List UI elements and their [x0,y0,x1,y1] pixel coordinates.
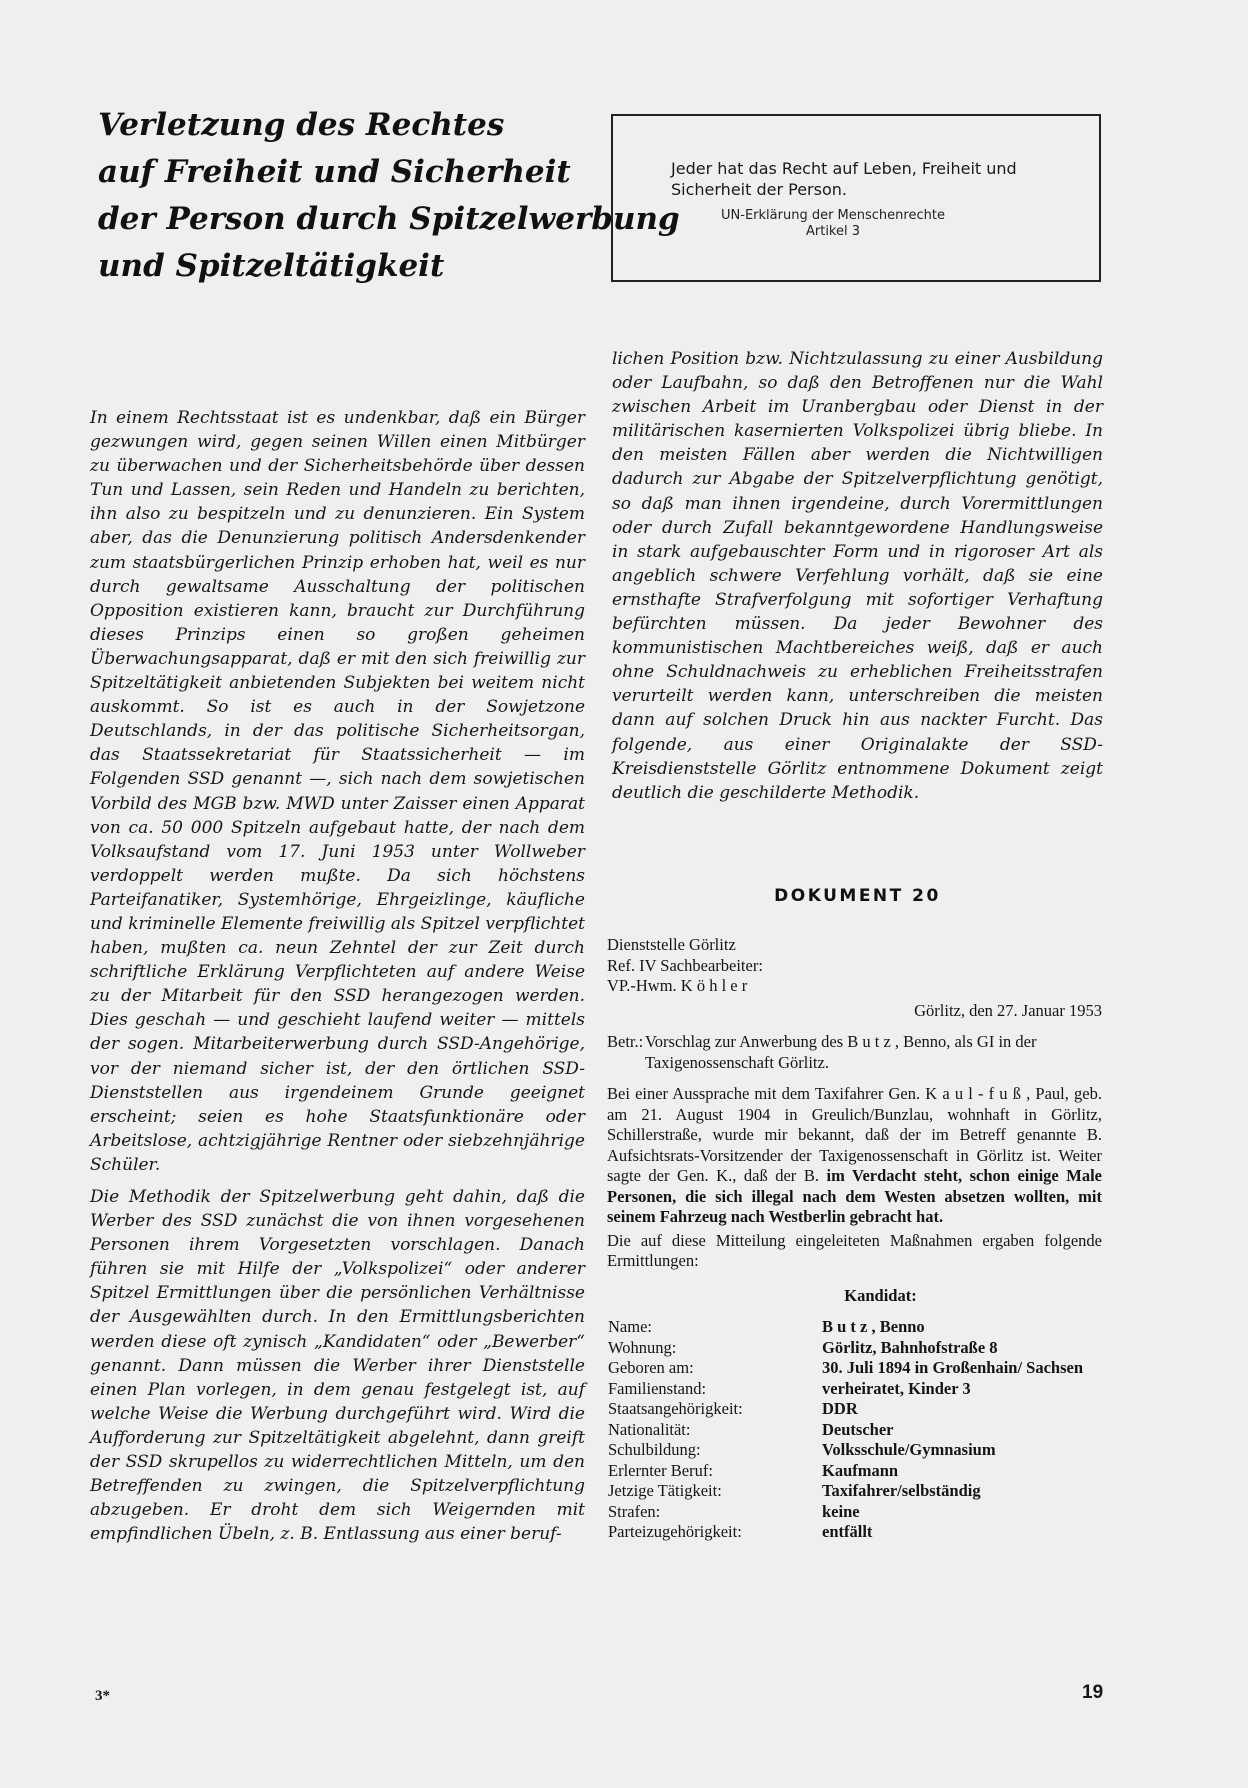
memo-subject-label: Betr.: [607,1032,644,1051]
field-value: 30. Juli 1894 in Großenhain/ Sachsen [822,1358,1084,1377]
table-row [607,1481,1087,1502]
epigraph-box [611,114,1101,282]
field-value: Taxifahrer/selbständig [822,1481,981,1500]
epigraph-source-line: UN-Erklärung der Menschenrechte [721,208,945,223]
field-label: Name: [608,1317,652,1336]
memo-document [607,935,1102,1543]
memo-subject [607,1032,1102,1073]
field-value: entfällt [822,1522,873,1541]
title-line: auf Freiheit und Sicherheit [98,154,571,190]
epigraph-text: Jeder hat das Recht auf Leben, Freiheit und Sicherheit der Person. [671,159,1017,199]
body-paragraph: In einem Rechtsstaat ist es undenkbar, daß ein Bürger gezwungen wird, gegen seinen Willen einen Mitbürger zu überwachen und der Sicherheitsbehörde über dessen Tun und Lassen, sein Reden und Handeln zu berichten, ihn also zu bespitzeln und zu denunzieren. Ein System aber, das die Denunzierung politisch Andersdenkender zum staatsbürgerlichen Prinzip erhoben hat, weil es nur durch gewaltsame Ausschaltung der politischen Opposition existieren kann, braucht zur Durchführung dieses Prinzips einen so großen geheimen Überwachungsapparat, daß er mit den sich freiwillig zur Spitzeltätigkeit anbietenden Subjekten bei weitem nicht auskommt. So ist es auch in der Sowjetzone Deutschlands, in der das politische Sicherheitsorgan, das Staatssekretariat für Staatssicherheit — im Folgenden SSD genannt —, sich nach dem sowjetischen Vorbild des MGB bzw. MWD unter Zaisser einen Apparat von ca. 50 000 Spitzeln aufgebaut hatte, der nach dem Volksaufstand vom 17. Juni 1953 unter Wollweber verdoppelt werden mußte. Da sich höchstens Parteifanatiker, Systemhörige, Ehrgeizlinge, käufliche und kriminelle Elemente freiwillig als Spitzel verpflichtet haben, mußten ca. neun Zehntel der zur Zeit durch schriftliche Erklärung Verpflichteten auf andere Weise zu der Mitarbeit für den SSD herangezogen werden. Dies geschah — und geschieht laufend weiter — mittels der sogen. Mitarbeiterwerbung durch SSD-Angehörige, vor der niemand sicher ist, der den örtlichen SSD-Dienststellen aus irgendeinem Grunde geeignet erscheint; seien es hohe Staatsfunktionäre oder Arbeitslose, achtzigjährige Rentner oder siebzehnjährige Schüler. [90,408,585,1175]
table-row [607,1358,1087,1379]
field-label: Parteizugehörigkeit: [608,1522,742,1541]
field-label: Staatsangehörigkeit: [608,1399,743,1418]
field-label: Schulbildung: [608,1440,701,1459]
field-label: Geboren am: [608,1358,694,1377]
field-label: Nationalität: [608,1419,691,1439]
table-row [607,1338,1087,1359]
memo-subject-text: Vorschlag zur Anwerbung des B u t z , Benno, als GI in der Taxigenossenschaft Görlitz. [645,1032,1037,1072]
field-value: keine [822,1501,860,1521]
field-value: verheiratet, Kinder 3 [822,1378,971,1398]
field-value: Volksschule/Gymnasium [822,1440,996,1459]
memo-paragraph-text: Bei einer Aussprache mit dem Taxifahrer Gen. K a u l - f u ß , Paul, geb. am 21. August 1904 in Greulich/Bunzlau, wohnhaft in Görlitz, Schillerstraße, wurde mir bekannt, daß der im Betreff genannte B. Aufsichtsrats-Vorsitzender der Taxigenossenschaft in Görlitz ist. Weiter sagte der Gen. K., daß der B. [607,1084,1102,1185]
field-label: Familienstand: [608,1378,707,1398]
memo-header-line: Ref. IV Sachbearbeiter: [607,955,763,975]
title-line: Verletzung des Rechtes [98,107,505,143]
title-line: und Spitzeltätigkeit [98,248,445,284]
document-heading: DOKUMENT 20 [774,886,941,906]
body-paragraph: Die Methodik der Spitzelwerbung geht dahin, daß die Werber des SSD zunächst die von ihnen vorgesehenen Personen ihrem Vorgesetzten vorschlagen. Danach führen sie mit Hilfe der „Volkspolizei“ oder anderer Spitzel Ermittlungen über die persönlichen Verhältnisse der Ausgewählten durch. In den Ermittlungsberichten werden diese oft zynisch „Kandidaten“ oder „Bewerber“ genannt. Dann müssen die Werber ihrer Dienststelle einen Plan vorlegen, in dem genau festgelegt ist, auf welche Weise die Werbung durchgeführt wird. Wird die Aufforderung zur Spitzeltätigkeit abgelehnt, dann greift der SSD skrupellos zu widerrechtlichen Mitteln, um den Betreffenden zu zwingen, die Spitzelverpflichtung abzugeben. Er droht dem sich Weigernden mit empfindlichen Übeln, z. B. Entlassung aus einer beruf- [90,1187,585,1545]
table-row [607,1440,1087,1461]
table-row [607,1379,1087,1400]
field-value: Görlitz, Bahnhofstraße 8 [822,1337,998,1357]
field-label: Erlernter Beruf: [608,1460,713,1480]
page-title [98,102,680,290]
body-paragraph: lichen Position bzw. Nichtzulassung zu einer Ausbildung oder Laufbahn, so daß den Betroffenen nur die Wahl zwischen Arbeit im Uranbergbau oder Dienst in der militärischen kasernierten Volkspolizei übrig bliebe. In den meisten Fällen aber werden die Nichtwilligen dadurch zur Abgabe der Spitzelverpflichtung genötigt, so daß man ihnen irgendeine, durch Vorermittlungen oder durch Zufall bekanntgewordene Handlungsweise in stark aufgebauschter Form und in rigoroser Art als angeblich schwere Verfehlung vorhält, daß sie eine ernsthafte Strafverfolgung mit sofortiger Verhaftung befürchten müssen. Da jeder Bewohner des kommunistischen Machtbereiches weiß, daß er auch ohne Schuldnachweis zu erheblichen Freiheitsstrafen verurteilt werden kann, unterschreiben die meisten dann auf solchen Druck hin aus nackter Furcht. Das folgende, aus einer Originalakte der SSD-Kreisdienststelle Görlitz entnommene Dokument zeigt deutlich die geschilderte Methodik. [612,349,1103,803]
memo-paragraph [607,1084,1102,1228]
memo-date: Görlitz, den 27. Januar 1953 [914,1000,1102,1020]
page-number: 19 [1082,1682,1104,1703]
memo-header-line: Dienststelle Görlitz [607,935,736,954]
epigraph-source-line: Artikel 3 [805,224,861,239]
field-value: Kaufmann [822,1460,899,1480]
memo-paragraph: Die auf diese Mitteilung eingeleiteten Maßnahmen ergaben folgende Ermittlungen: [607,1230,1102,1270]
left-column [90,406,585,1554]
table-row [607,1502,1087,1523]
right-column [612,347,1103,813]
epigraph-source [613,208,1053,240]
candidate-heading: Kandidat: [844,1285,917,1305]
table-row [607,1461,1087,1482]
memo-paragraph-emphasis: im Verdacht steht, schon einige Male Personen, die sich illegal nach dem Westen absetzen wollten, mit seinem Fahrzeug nach Westberlin gebracht hat. [607,1166,1102,1226]
field-label: Jetzige Tätigkeit: [608,1481,722,1500]
field-label: Strafen: [608,1501,661,1521]
signature-mark: 3* [95,1688,110,1704]
title-line: der Person durch Spitzelwerbung [98,201,680,237]
table-row [607,1317,1087,1338]
field-value: Deutscher [822,1419,894,1439]
memo-header-line: VP.-Hwm. K ö h l e r [607,976,748,995]
field-label: Wohnung: [608,1337,677,1357]
table-row [607,1399,1087,1420]
table-row [607,1522,1087,1543]
table-row [607,1420,1087,1441]
field-value: B u t z , Benno [822,1317,925,1336]
field-value: DDR [822,1399,858,1418]
candidate-table [607,1317,1087,1543]
